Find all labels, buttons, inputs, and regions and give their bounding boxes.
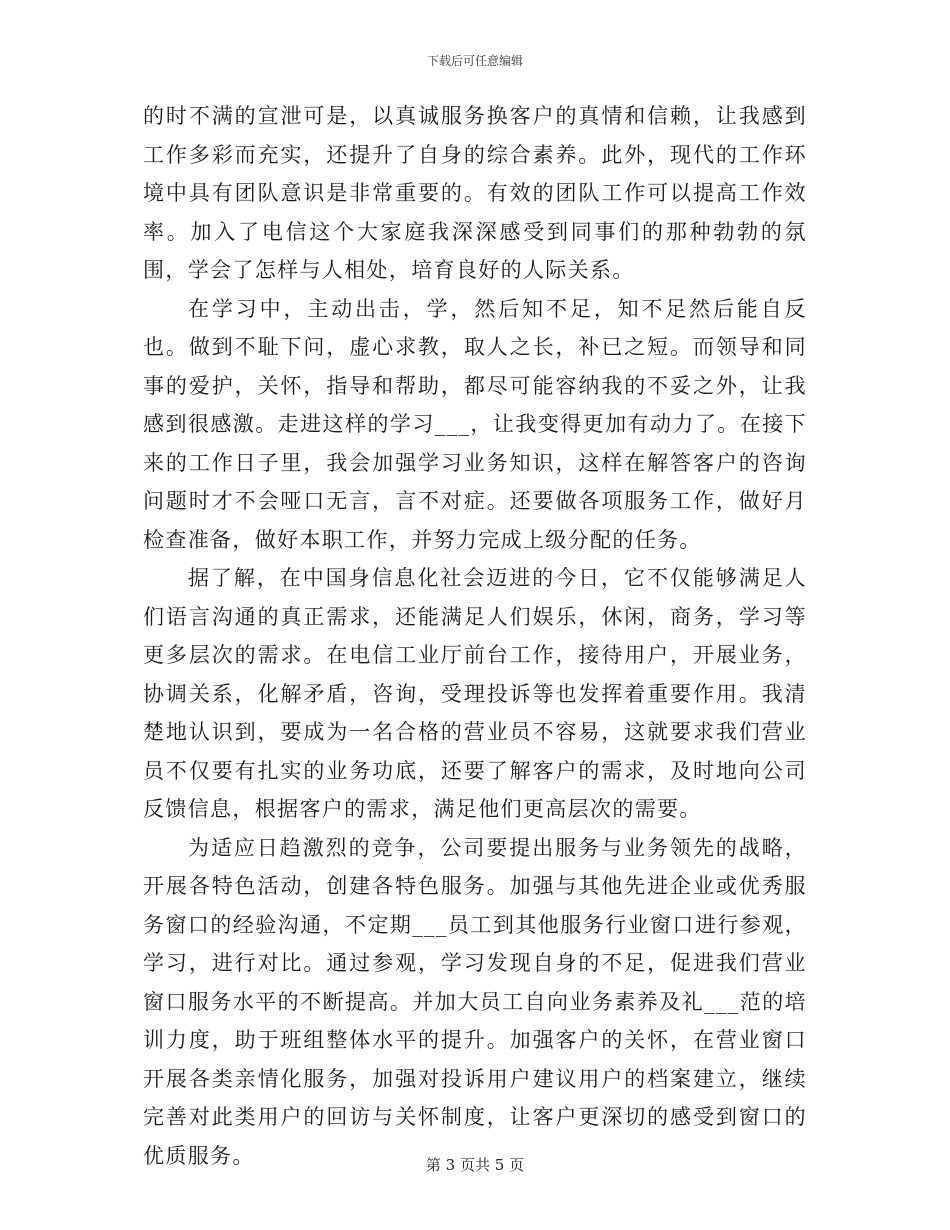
page-number: 第 3 页共 5 页: [425, 1156, 525, 1174]
paragraph-3: 据了解，在中国身信息化社会迈进的今日，它不仅能够满足人们语言沟通的真正需求，还能满足人们娱乐，休闲，商务，学习等更多层次的需求。在电信工业厅前台工作，接待用户，开展业务，协调关系，化解矛盾，咨询，受理投诉等也发挥着重要作用。我清楚地认识到，要成为一名合格的营业员不容易，这就要求我们营业员不仅要有扎实的业务功底，还要了解客户的需求，及时地向公司反馈信息，根据客户的需求，满足他们更高层次的需要。: [143, 566, 807, 821]
page-header: 下载后可任意编辑: [426, 54, 523, 68]
paragraph-4: 为适应日趋激烈的竞争，公司要提出服务与业务领先的战略，开展各特色活动，创建各特色服务。加强与其他先进企业或优秀服务窗口的经验沟通，不定期___员工到其他服务行业窗口进行参观，学习，进行对比。通过参观，学习发现自身的不足，促进我们营业窗口服务水平的不断提高。并加大员工自向业务素养及礼___范的培训力度，助于班组整体水平的提升。加强客户的关怀，在营业窗口开展各类亲情化服务，加强对投诉用户建议用户的档案建立，继续完善对此类用户的回访与关怀制度，让客户更深切的感受到窗口的优质服务。: [143, 835, 807, 1168]
paragraph-1: 的时不满的宣泄可是，以真诚服务换客户的真情和信赖，让我感到工作多彩而充实，还提升了自身的综合素养。此外，现代的工作环境中具有团队意识是非常重要的。有效的团队工作可以提高工作效率。加入了电信这个大家庭我深深感受到同事们的那种勃勃的氛围，学会了怎样与人相处，培育良好的人际关系。: [143, 104, 807, 282]
document-body: [143, 97, 807, 1175]
paragraph-2: 在学习中，主动出击，学，然后知不足，知不足然后能自反也。做到不耻下问，虚心求教，取人之长，补已之短。而领导和同事的爱护，关怀，指导和帮助，都尽可能容纳我的不妥之外，让我感到很感激。走进这样的学习___，让我变得更加有动力了。在接下来的工作日子里，我会加强学习业务知识，这样在解答客户的咨询问题时才不会哑口无言，言不对症。还要做各项服务工作，做好月检查准备，做好本职工作，并努力完成上级分配的任务。: [143, 296, 807, 552]
